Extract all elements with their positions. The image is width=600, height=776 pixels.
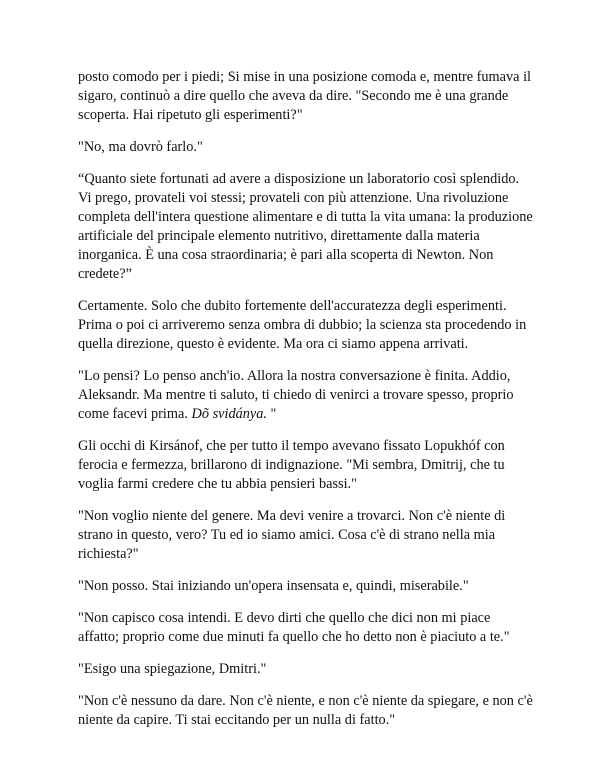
- paragraph-5-text: "Lo pensi? Lo penso anch'io. Allora la nostra conversazione è finita. Addio, Aleksandr. Ma mentre ti saluto, ti chiedo di venirci a trovare spesso, proprio come facevi prima.: [78, 368, 514, 422]
- paragraph-5: [78, 367, 533, 424]
- paragraph-7: "Non voglio niente del genere. Ma devi venire a trovarci. Non c'è niente di strano in questo, vero? Tu ed io siamo amici. Cosa c'è di strano nella mia richiesta?": [78, 508, 506, 562]
- paragraph-5-italic: Dõ svidánya.: [191, 406, 267, 422]
- paragraph-4: Certamente. Solo che dubito fortemente dell'accuratezza degli esperimenti. Prima o poi ci arriveremo senza ombra di dubbio; la scienza sta procedendo in quella direzione, questo è evidente. Ma ora ci siamo appena arrivati.: [78, 298, 527, 352]
- paragraph-9: "Non capisco cosa intendi. E devo dirti che quello che dici non mi piace affatto; proprio come due minuti fa quello che ho detto non è piaciuto a te.": [78, 610, 510, 645]
- paragraph-6: Gli occhi di Kirsánof, che per tutto il tempo avevano fissato Lopukhóf con ferocia e fermezza, brillarono di indignazione. "Mi sembra, Dmitrij, che tu voglia farmi credere che tu abbia pensieri bassi.": [78, 438, 505, 492]
- paragraph-2: "No, ma dovrò farlo.": [78, 139, 203, 155]
- document-page: [78, 68, 533, 743]
- paragraph-8: "Non posso. Stai iniziando un'opera insensata e, quindi, miserabile.": [78, 578, 469, 594]
- paragraph-5-tail: ": [266, 406, 277, 422]
- paragraph-11: "Non c'è nessuno da dare. Non c'è niente, e non c'è niente da spiegare, e non c'è niente da capire. Ti stai eccitando per un nulla di fatto.": [78, 693, 533, 728]
- paragraph-1: posto comodo per i piedi; Si mise in una posizione comoda e, mentre fumava il sigaro, continuò a dire quello che aveva da dire. "Secondo me è una grande scoperta. Hai ripetuto gli esperimenti?": [78, 69, 532, 123]
- paragraph-3: “Quanto siete fortunati ad avere a disposizione un laboratorio così splendido. Vi prego, provateli voi stessi; provateli con più attenzione. Una rivoluzione completa dell'intera questione alimentare e di tutta la vita umana: la produzione artificiale del principale elemento nutritivo, direttamente dalla materia inorganica. È una cosa straordinaria; è pari alla scoperta di Newton. Non credete?”: [78, 171, 533, 282]
- paragraph-10: "Esigo una spiegazione, Dmitri.": [78, 661, 267, 677]
